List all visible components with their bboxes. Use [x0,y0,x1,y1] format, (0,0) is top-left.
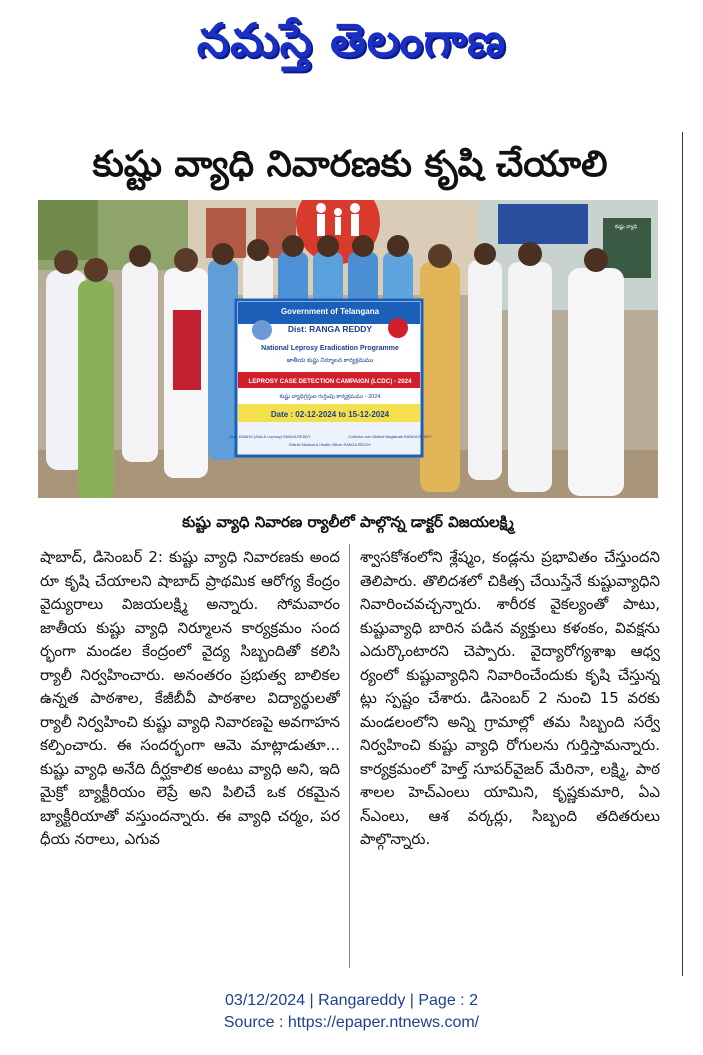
article-column-right [360,546,660,966]
wall-sign-text: కుష్టు వ్యాధి [614,224,638,230]
banner-line-1: Government of Telangana [280,307,380,316]
banner-dates: Date : 02-12-2024 to 15-12-2024 [270,410,390,419]
masthead-title: నమస్తే తెలంగాణ [196,13,507,67]
banner-line-2: Dist: RANGA REDDY [287,324,373,334]
article-body-left: షాబాద్, డిసెంబర్ 2: కుష్టు వ్యాధి నివారణకు అందరూ కృషి చేయాలని షాబాద్ ప్రాథమిక ఆరోగ్య కేంద్రం వైద్యురాలు విజయలక్ష్మి అన్నారు. సోమవారం జాతీయ కుష్టు వ్యాధి నిర్మూలన కార్యక్రమం సందర్భంగా మండల కేంద్రంలో వైద్య సిబ్బందితో కలిసి ర్యాలీ నిర్వహించారు. అనంతరం ప్రభుత్వ బాలికల ఉన్నత పాఠశాల, కేజీబీవీ పాఠశాల విద్యార్థులతో ర్యాలీ నిర్వహించి కుష్టు వ్యాధి నివారణపై అవగాహన కల్పించారు. ఈ సందర్భంగా ఆమె మాట్లాడుతూ... కుష్టు వ్యాధి అనేది దీర్ఘకాలిక అంటు వ్యాధి అని, ఇది మైక్రో బ్యాక్టీరియం లెప్రే అని పిలిచే ఒక రకమైన బ్యాక్టీరియాతో వస్తుందన్నారు. ఈ వ్యాధి చర్మం, పరధీయ నరాలు, ఎగువ [40,548,340,848]
article-headline: కుష్టు వ్యాధి నివారణకు కృషి చేయాలి [92,144,608,185]
banner-footer-left: Asst. DM&HO (Aids & Leprosy) RANGA REDDY [229,435,311,439]
article-body-right: శ్వాసకోశంలోని శ్లేష్మం, కండ్లను ప్రభావితం చేస్తుందని తెలిపారు. తొలిదశలో చికిత్స చేయిస్తేనే కుష్టువ్యాధిని నివారించవచ్చన్నారు. శారీరక వైకల్యంతో పాటు, కుష్టువ్యాధి బారిన పడిన వ్యక్తులు కళంకం, వివక్షను ఎదుర్కొంటారని చెప్పారు. వైద్యారోగ్యశాఖ ఆధ్వర్యంలో కుష్టువ్యాధిని నివారించేందుకు కృషి చేస్తున్నట్లు స్పష్టం చేశారు. డిసెంబర్ 2 నుంచి 15 వరకు మండలంలోని అన్ని గ్రామాల్లో తమ సిబ్బంది సర్వే నిర్వహించి కుష్టు వ్యాధి రోగులను గుర్తిస్తామన్నారు. కార్యక్రమంలో హెల్త్ సూపర్‌వైజర్ మేరినా, లక్ష్మి, పాఠశాలల హెచ్‌ఎంలు యామిని, కృష్ణకుమారి, ఏఎన్‌ఎంలు, ఆశ వర్కర్లు, సిబ్బంది తదితరులు పాల్గొన్నారు. [360,548,660,848]
banner-line-5: LEPROSY CASE DETECTION CAMPAIGN (LCDC) - 2024 [248,378,412,385]
banner-line-4: జాతీయ కుష్టు నిర్మూలన కార్యక్రమము [286,358,374,364]
article-column-left [40,546,340,966]
photo-caption: కుష్టు వ్యాధి నివారణ ర్యాలీలో పాల్గొన్న డాక్టర్ విజయలక్ష్మి [182,513,514,531]
banner-footer-right: Collector cum District Magistrate RANGA REDDY [348,435,432,439]
footer-source: Source : https://epaper.ntnews.com/ [223,1014,480,1031]
banner-line-6: కుష్టు వ్యాధిగ్రస్తుల గుర్తింపు కార్యక్రమము - 2024 [279,394,381,400]
campaign-banner [229,300,432,456]
banner-line-3: National Leprosy Eradication Programme [261,345,399,352]
article-photo [38,200,658,498]
page-footer [0,990,703,1034]
footer-dateline: 03/12/2024 | Rangareddy | Page : 2 [225,992,478,1009]
banner-footer-mid: District Medical & Health Officer RANGA REDDY [288,443,372,447]
column-divider [349,544,350,968]
newspaper-masthead [0,4,703,76]
